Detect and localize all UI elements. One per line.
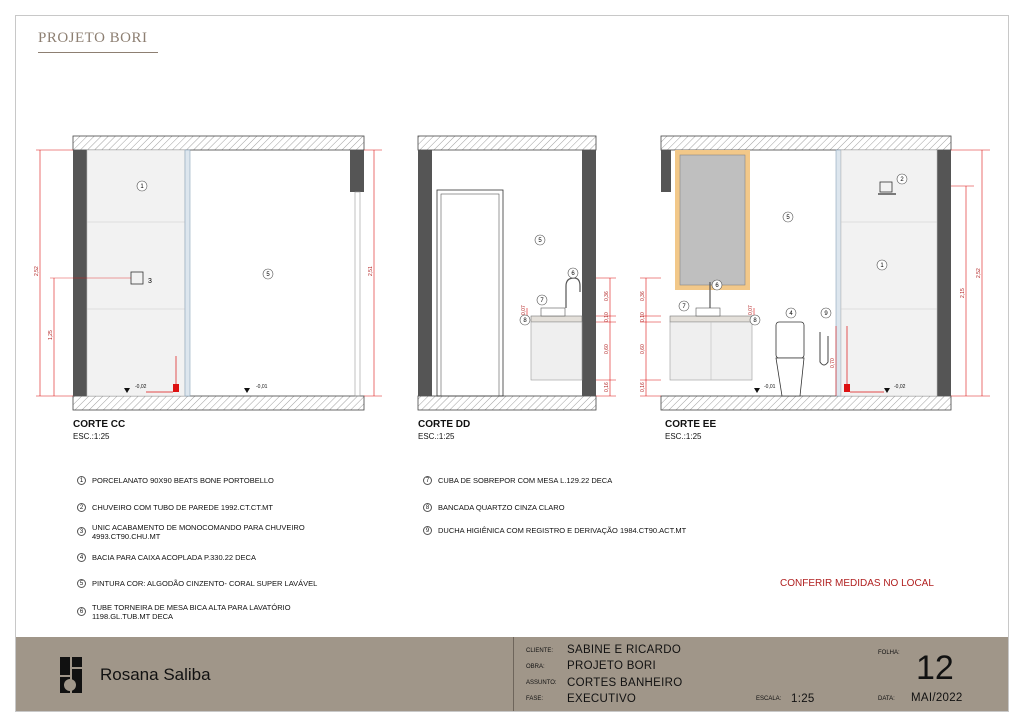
corte-dd-title: CORTE DD <box>418 419 471 430</box>
ee-dim-right: 2,15 <box>960 288 966 298</box>
cc-floor-slab <box>73 396 364 410</box>
ee-tag-6: 6 <box>715 283 719 290</box>
ee-glass-panel <box>836 150 841 396</box>
legend-item-1: 1 PORCELANATO 90X90 BEATS BONE PORTOBELLO <box>77 476 274 485</box>
corte-ee-scale: ESC.:1:25 <box>665 432 702 441</box>
cliente-label: CLIENTE: <box>526 648 554 654</box>
cc-dim-right: 2,51 <box>368 266 374 276</box>
legend-item-9: 9 DUCHA HIGIÊNICA COM REGISTRO E DERIVAÇÃO 1984.CT90.ACT.MT <box>423 526 686 535</box>
legend-item-6: 6 TUBE TORNEIRA DE MESA BICA ALTA PARA LAVATÓRIO 1198.GL.TUB.MT DECA <box>77 603 291 621</box>
ee-floor-slab <box>661 396 951 410</box>
dd-dim-a: 0,36 <box>604 291 610 301</box>
dd-dim-d: 0,16 <box>604 382 610 392</box>
dd-basin <box>541 308 565 316</box>
data-label: DATA: <box>878 696 895 702</box>
folha-label: FOLHA: <box>878 650 900 656</box>
ee-basin <box>696 308 720 316</box>
brand-logo-icon <box>58 655 88 695</box>
cc-left-wall <box>73 150 87 396</box>
dd-ceiling-slab <box>418 136 596 150</box>
dd-cabinet <box>531 322 582 380</box>
cc-tag-1: 1 <box>140 184 144 191</box>
legend-item-8: 8 BANCADA QUARTZO CINZA CLARO <box>423 503 565 512</box>
ee-dim-d: 0,16 <box>640 382 646 392</box>
cc-tag-3: 3 <box>148 278 152 285</box>
cliente-value: SABINE E RICARDO <box>567 644 682 656</box>
folha-number: 12 <box>916 649 954 687</box>
ee-countertop <box>670 316 752 322</box>
legend-item-3: 3 UNIC ACABAMENTO DE MONOCOMANDO PARA CHUVEIRO 4993.CT90.CHU.MT <box>77 523 305 541</box>
corte-cc-drawing <box>36 136 382 410</box>
cc-tile-area <box>87 150 185 396</box>
cc-ceiling-slab <box>73 136 364 150</box>
cc-glass-panel <box>185 150 190 396</box>
fase-value: EXECUTIVO <box>567 693 637 705</box>
ee-tag-1: 1 <box>880 263 884 270</box>
escala-value: 1:25 <box>791 693 815 705</box>
corte-dd-scale: ESC.:1:25 <box>418 432 455 441</box>
ee-left-wall <box>661 150 671 192</box>
ee-tag-4: 4 <box>789 311 793 318</box>
corte-cc-label <box>73 419 125 441</box>
ee-toilet-bowl <box>776 358 804 396</box>
ee-dim-e: 0,07 <box>748 305 754 315</box>
dd-dim-c: 0,60 <box>604 344 610 354</box>
ee-drain-marker <box>844 384 850 392</box>
corte-cc-scale: ESC.:1:25 <box>73 432 110 441</box>
ee-toilet-tank <box>776 322 804 358</box>
ee-ceiling-slab <box>661 136 951 150</box>
legend-item-5: 5 PINTURA COR: ALGODÃO CINZENTO- CORAL SUPER LAVÁVEL <box>77 579 317 588</box>
corte-ee-title: CORTE EE <box>665 419 717 430</box>
obra-label: OBRA: <box>526 664 545 670</box>
assunto-label: ASSUNTO: <box>526 680 557 686</box>
ee-hand-shower <box>820 332 828 365</box>
dd-door-frame <box>437 190 503 396</box>
ee-mirror <box>680 155 745 285</box>
ee-dim-a: 0,36 <box>640 291 646 301</box>
cc-level-1: -0,02 <box>135 384 147 390</box>
brand-name: Rosana Saliba <box>100 665 211 684</box>
corte-dd-drawing <box>418 136 616 410</box>
fase-label: FASE: <box>526 696 544 702</box>
ee-tag-7: 7 <box>682 304 686 311</box>
title-block <box>16 637 1009 712</box>
data-value: MAI/2022 <box>911 692 963 704</box>
assunto-value: CORTES BANHEIRO <box>567 677 683 689</box>
dd-tag-6: 6 <box>571 271 575 278</box>
obra-value: PROJETO BORI <box>567 660 657 672</box>
cc-tag-5: 5 <box>266 272 270 279</box>
corte-dd-label <box>418 419 470 441</box>
ee-tag-8: 8 <box>753 318 757 325</box>
ee-tag-9: 9 <box>824 311 828 318</box>
corte-ee-label <box>665 419 716 441</box>
dd-countertop <box>531 316 582 322</box>
ee-tag-5: 5 <box>786 215 790 222</box>
dd-right-wall <box>582 150 596 396</box>
title-block-divider <box>513 637 514 712</box>
drawing-sheet <box>15 15 1009 712</box>
corte-cc-title: CORTE CC <box>73 419 126 430</box>
ee-level-1: -0,01 <box>764 384 776 390</box>
dd-tag-5: 5 <box>538 238 542 245</box>
legend-item-7: 7 CUBA DE SOBREPOR COM MESA L.129.22 DECA <box>423 476 612 485</box>
ee-dim-b: 0,10 <box>640 312 646 322</box>
cc-level-2: -0,01 <box>256 384 268 390</box>
escala-label: ESCALA: <box>756 696 782 702</box>
project-title: PROJETO BORI <box>38 30 148 46</box>
legend-item-4: 4 BACIA PARA CAIXA ACOPLADA P.330.22 DECA <box>77 553 256 562</box>
warning-note: CONFERIR MEDIDAS NO LOCAL <box>780 578 934 589</box>
ee-tag-2: 2 <box>900 177 904 184</box>
corte-ee-drawing <box>640 136 990 410</box>
dd-floor-slab <box>418 396 596 410</box>
cc-right-wall <box>350 150 364 192</box>
dd-dim-e: 0,07 <box>521 305 527 315</box>
ee-dim-c: 0,60 <box>640 344 646 354</box>
ee-tile-area <box>841 150 937 396</box>
cc-dim-total: 2,52 <box>34 266 40 276</box>
dd-faucet <box>566 278 580 308</box>
dd-left-wall <box>418 150 432 396</box>
ee-dim-total: 2,52 <box>976 268 982 278</box>
ee-level-2: -0,02 <box>894 384 906 390</box>
dd-tag-7: 7 <box>540 298 544 305</box>
dd-dim-b: 0,10 <box>604 312 610 322</box>
ee-right-wall <box>937 150 951 396</box>
cc-dim-register: 1,25 <box>48 330 54 340</box>
ee-dim-ducha: 0,70 <box>830 358 836 368</box>
legend-item-2: 2 CHUVEIRO COM TUBO DE PAREDE 1992.CT.CT.MT <box>77 503 273 512</box>
cc-drain-marker <box>173 384 179 392</box>
section-drawings <box>16 16 1009 637</box>
dd-tag-8: 8 <box>523 318 527 325</box>
